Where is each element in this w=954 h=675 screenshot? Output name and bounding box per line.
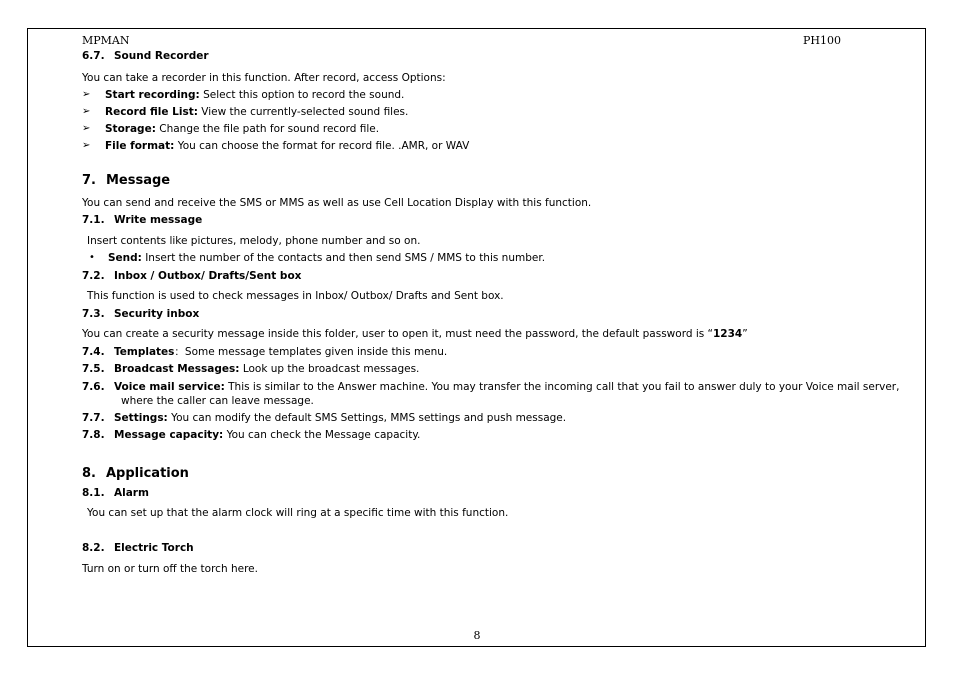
list-item: File format: You can choose the format for record file. .AMR, or WAV xyxy=(105,140,470,152)
list-item: Start recording: Select this option to record the sound. xyxy=(105,89,405,101)
section-7-5-line: 7.5. Broadcast Messages: Look up the broadcast messages. xyxy=(82,363,420,375)
bullet-dot-icon: • xyxy=(89,252,95,263)
section-7-2-heading: 7.2. Inbox / Outbox/ Drafts/Sent box xyxy=(82,270,302,282)
section-number: 6.7. xyxy=(82,50,105,62)
header-model: PH100 xyxy=(803,34,841,47)
section-8-2-text: Turn on or turn off the torch here. xyxy=(82,563,258,575)
section-7-3-text: You can create a security message inside this folder, user to open it, must need the password, the default password is “1234” xyxy=(82,328,748,340)
chapter-7-intro: You can send and receive the SMS or MMS as well as use Cell Location Display with this function. xyxy=(82,197,592,209)
section-7-7-line: 7.7. Settings: You can modify the default SMS Settings, MMS settings and push message. xyxy=(82,412,567,424)
section-7-1-text: Insert contents like pictures, melody, phone number and so on. xyxy=(87,235,421,247)
section-6-7-intro: You can take a recorder in this function. After record, access Options: xyxy=(82,72,446,84)
section-7-2-text: This function is used to check messages in Inbox/ Outbox/ Drafts and Sent box. xyxy=(87,290,504,302)
section-8-1-heading: 8.1. Alarm xyxy=(82,487,149,499)
header-brand: MPMAN xyxy=(82,34,130,47)
arrow-bullet-icon: ➢ xyxy=(82,89,91,100)
section-7-6-line2: where the caller can leave message. xyxy=(121,395,314,407)
arrow-bullet-icon: ➢ xyxy=(82,123,91,134)
arrow-bullet-icon: ➢ xyxy=(82,140,91,151)
arrow-bullet-icon: ➢ xyxy=(82,106,91,117)
section-7-6-line: 7.6. Voice mail service: This is similar to the Answer machine. You may transfer the incoming call that you fail to answer duly to your Voice mail server, xyxy=(82,381,900,393)
section-8-2-heading: 8.2. Electric Torch xyxy=(82,542,194,554)
section-6-7-heading xyxy=(82,50,209,63)
section-8-1-text: You can set up that the alarm clock will ring at a specific time with this function. xyxy=(87,507,509,519)
list-item: Record file List: View the currently-selected sound files. xyxy=(105,106,409,118)
section-7-4-line: 7.4. Templates：Some message templates given inside this menu. xyxy=(82,346,448,358)
section-7-1-heading: 7.1. Write message xyxy=(82,214,203,226)
list-item: Send: Insert the number of the contacts and then send SMS / MMS to this number. xyxy=(108,252,546,264)
chapter-7-heading: 7. Message xyxy=(82,173,171,188)
section-7-3-heading: 7.3. Security inbox xyxy=(82,308,200,320)
page-number: 8 xyxy=(473,629,481,642)
list-item: Storage: Change the file path for sound record file. xyxy=(105,123,380,135)
chapter-8-heading: 8. Application xyxy=(82,466,189,481)
section-7-8-line: 7.8. Message capacity: You can check the Message capacity. xyxy=(82,429,421,441)
section-title: Sound Recorder xyxy=(114,50,209,62)
